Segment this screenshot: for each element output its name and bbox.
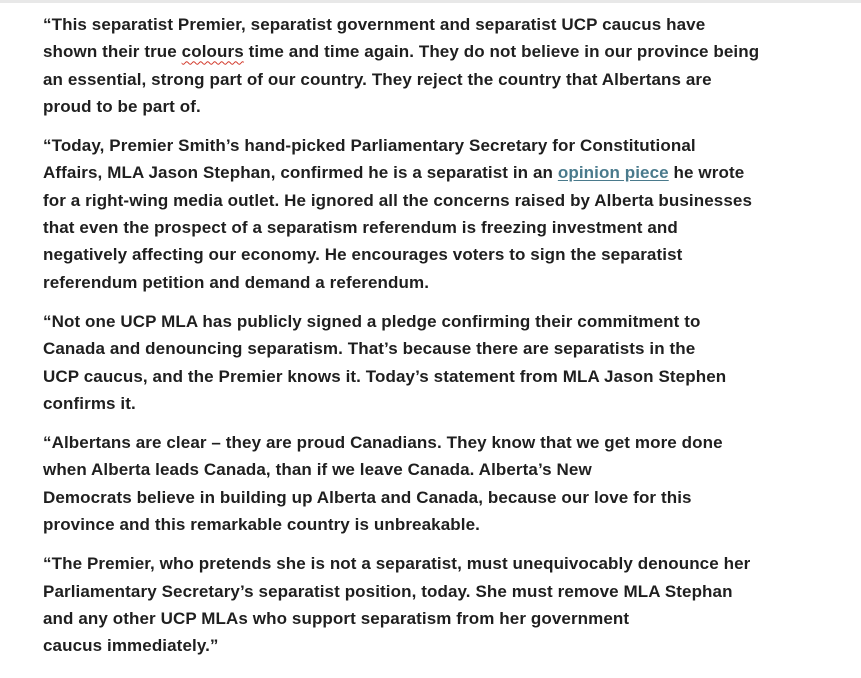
text-line <box>43 159 833 186</box>
paragraph-1 <box>43 11 833 120</box>
text-run: and any other UCP MLAs who support separatism from her government <box>43 608 630 628</box>
text-line <box>43 269 833 296</box>
text-line <box>43 605 833 632</box>
text-run: he wrote <box>668 163 745 183</box>
spellcheck-flagged-word[interactable]: colours <box>181 42 244 62</box>
paragraph-5 <box>43 550 833 659</box>
text-run: “Not one UCP MLA has publicly signed a pledge confirming their commitment to <box>43 311 701 331</box>
text-run: UCP caucus, and the Premier knows it. Today’s statement from MLA Jason Stephen <box>43 366 727 386</box>
text-line <box>43 456 833 483</box>
text-run: Canada and denouncing separatism. That’s because there are separatists in the <box>43 339 696 359</box>
top-divider <box>0 0 861 3</box>
text-line <box>43 187 833 214</box>
text-line <box>43 578 833 605</box>
text-run: proud to be part of. <box>43 96 201 116</box>
text-line <box>43 93 833 120</box>
text-run: caucus immediately.” <box>43 636 219 656</box>
paragraph-3 <box>43 308 833 417</box>
opinion-piece-link[interactable]: opinion piece <box>557 163 669 183</box>
text-line <box>43 241 833 268</box>
text-run: Democrats believe in building up Alberta and Canada, because our love for this <box>43 487 692 507</box>
text-run: referendum petition and demand a referendum. <box>43 272 430 292</box>
text-run: when Alberta leads Canada, than if we leave Canada. Alberta’s New <box>43 460 592 480</box>
document-body <box>43 11 833 672</box>
text-run: negatively affecting our economy. He encourages voters to sign the separatist <box>43 245 683 265</box>
text-line <box>43 38 833 65</box>
paragraph-4 <box>43 429 833 538</box>
text-line <box>43 390 833 417</box>
text-line <box>43 308 833 335</box>
text-line <box>43 335 833 362</box>
text-line <box>43 550 833 577</box>
text-run: “Today, Premier Smith’s hand-picked Parliamentary Secretary for Constitutional <box>43 136 696 156</box>
text-run: “The Premier, who pretends she is not a separatist, must unequivocably denounce her <box>43 554 751 574</box>
text-line <box>43 66 833 93</box>
text-run: Parliamentary Secretary’s separatist position, today. She must remove MLA Stephan <box>43 581 733 601</box>
text-run: “Albertans are clear – they are proud Canadians. They know that we get more done <box>43 433 723 453</box>
text-run: time and time again. They do not believe in our province being <box>243 42 760 62</box>
text-line <box>43 511 833 538</box>
text-run: shown their true <box>43 42 182 62</box>
text-run: an essential, strong part of our country. They reject the country that Albertans are <box>43 69 712 89</box>
paragraph-2 <box>43 132 833 296</box>
text-line <box>43 132 833 159</box>
text-run: that even the prospect of a separatism referendum is freezing investment and <box>43 218 678 238</box>
text-line <box>43 484 833 511</box>
text-run: for a right-wing media outlet. He ignored all the concerns raised by Alberta businesses <box>43 190 753 210</box>
text-run: Affairs, MLA Jason Stephan, confirmed he is a separatist in an <box>43 163 558 183</box>
text-run: confirms it. <box>43 393 136 413</box>
text-run: “This separatist Premier, separatist government and separatist UCP caucus have <box>43 15 706 34</box>
text-line <box>43 363 833 390</box>
text-line <box>43 632 833 659</box>
text-run: province and this remarkable country is unbreakable. <box>43 515 480 535</box>
text-line <box>43 11 833 38</box>
text-line <box>43 214 833 241</box>
text-line <box>43 429 833 456</box>
